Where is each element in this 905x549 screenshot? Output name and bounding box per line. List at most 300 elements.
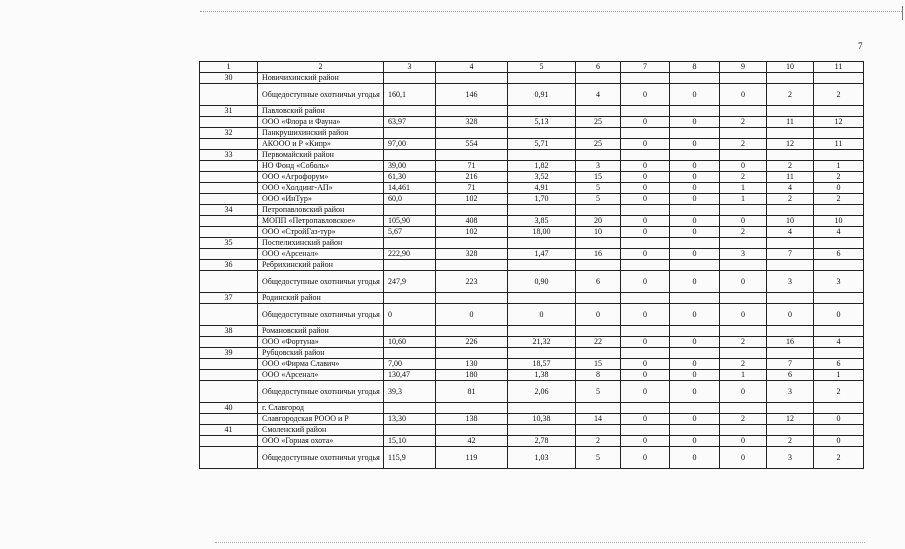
column-number-11: 11 [814, 62, 864, 73]
value-cell-col8: 0 [670, 381, 720, 403]
value-cell-col8: 0 [670, 172, 720, 183]
value-cell-col10: 4 [767, 183, 814, 194]
empty-cell [200, 183, 258, 194]
hunting-ground-name: ООО «СтройГаз-тур» [258, 227, 384, 238]
value-cell-col10: 16 [767, 337, 814, 348]
district-row [200, 73, 864, 84]
value-cell-col8: 0 [670, 161, 720, 172]
empty-cell [670, 425, 720, 436]
empty-cell [576, 326, 621, 337]
empty-cell [200, 194, 258, 205]
table-row [200, 447, 864, 469]
value-cell-col10: 2 [767, 436, 814, 447]
page-number: 7 [858, 41, 863, 51]
value-cell-col6: 5 [576, 183, 621, 194]
value-cell-col3: 97,00 [384, 139, 436, 150]
district-row [200, 348, 864, 359]
empty-cell [767, 205, 814, 216]
column-number-9: 9 [720, 62, 767, 73]
value-cell-col9: 0 [720, 161, 767, 172]
empty-cell [814, 403, 864, 414]
value-cell-col4: 102 [436, 194, 508, 205]
empty-cell [508, 73, 576, 84]
hunting-ground-name: ООО «Горная охота» [258, 436, 384, 447]
value-cell-col9: 2 [720, 414, 767, 425]
value-cell-col4: 138 [436, 414, 508, 425]
column-number-5: 5 [508, 62, 576, 73]
value-cell-col5: 21,32 [508, 337, 576, 348]
empty-cell [436, 425, 508, 436]
value-cell-col11: 2 [814, 172, 864, 183]
district-row [200, 128, 864, 139]
district-row [200, 238, 864, 249]
value-cell-col6: 6 [576, 271, 621, 293]
value-cell-col4: 81 [436, 381, 508, 403]
empty-cell [767, 293, 814, 304]
row-number: 39 [200, 348, 258, 359]
column-number-2: 2 [258, 62, 384, 73]
value-cell-col10: 2 [767, 161, 814, 172]
value-cell-col5: 3,85 [508, 216, 576, 227]
district-name: Первомайский район [258, 150, 384, 161]
empty-cell [200, 436, 258, 447]
empty-cell [814, 205, 864, 216]
scan-artifact-top [200, 11, 902, 12]
value-cell-col9: 2 [720, 117, 767, 128]
value-cell-col7: 0 [621, 304, 670, 326]
empty-cell [621, 348, 670, 359]
value-cell-col5: 2,78 [508, 436, 576, 447]
value-cell-col11: 1 [814, 370, 864, 381]
value-cell-col7: 0 [621, 414, 670, 425]
table-row [200, 117, 864, 128]
empty-cell [200, 249, 258, 260]
empty-cell [767, 260, 814, 271]
empty-cell [436, 205, 508, 216]
value-cell-col3: 60,0 [384, 194, 436, 205]
empty-cell [436, 128, 508, 139]
empty-cell [508, 260, 576, 271]
empty-cell [384, 150, 436, 161]
empty-cell [576, 73, 621, 84]
value-cell-col10: 12 [767, 414, 814, 425]
empty-cell [720, 326, 767, 337]
value-cell-col5: 3,52 [508, 172, 576, 183]
column-number-10: 10 [767, 62, 814, 73]
value-cell-col10: 0 [767, 304, 814, 326]
district-name: Ребрихинский район [258, 260, 384, 271]
value-cell-col6: 4 [576, 84, 621, 106]
empty-cell [670, 348, 720, 359]
empty-cell [621, 150, 670, 161]
value-cell-col10: 3 [767, 381, 814, 403]
table-row [200, 370, 864, 381]
value-cell-col3: 115,9 [384, 447, 436, 469]
empty-cell [767, 73, 814, 84]
empty-cell [814, 348, 864, 359]
empty-cell [200, 370, 258, 381]
value-cell-col5: 0 [508, 304, 576, 326]
value-cell-col3: 13,30 [384, 414, 436, 425]
empty-cell [576, 403, 621, 414]
empty-cell [508, 348, 576, 359]
table-row [200, 161, 864, 172]
value-cell-col9: 2 [720, 139, 767, 150]
table-body [200, 62, 864, 469]
empty-cell [508, 106, 576, 117]
table-row [200, 139, 864, 150]
value-cell-col11: 12 [814, 117, 864, 128]
empty-cell [384, 425, 436, 436]
value-cell-col11: 11 [814, 139, 864, 150]
scan-artifact-bottom [215, 542, 865, 543]
value-cell-col11: 2 [814, 84, 864, 106]
value-cell-col7: 0 [621, 227, 670, 238]
value-cell-col7: 0 [621, 84, 670, 106]
empty-cell [508, 150, 576, 161]
empty-cell [814, 326, 864, 337]
district-name: Романовский район [258, 326, 384, 337]
empty-cell [384, 73, 436, 84]
value-cell-col11: 3 [814, 271, 864, 293]
value-cell-col10: 2 [767, 194, 814, 205]
empty-cell [670, 403, 720, 414]
value-cell-col6: 25 [576, 117, 621, 128]
row-number: 36 [200, 260, 258, 271]
empty-cell [576, 238, 621, 249]
value-cell-col4: 216 [436, 172, 508, 183]
hunting-ground-name: Общедоступные охотничьи угодья [258, 304, 384, 326]
value-cell-col4: 0 [436, 304, 508, 326]
empty-cell [767, 150, 814, 161]
value-cell-col3: 222,90 [384, 249, 436, 260]
empty-cell [720, 293, 767, 304]
value-cell-col11: 0 [814, 414, 864, 425]
column-number-6: 6 [576, 62, 621, 73]
value-cell-col7: 0 [621, 337, 670, 348]
empty-cell [767, 128, 814, 139]
value-cell-col3: 105,90 [384, 216, 436, 227]
value-cell-col6: 5 [576, 194, 621, 205]
table-row [200, 337, 864, 348]
value-cell-col6: 8 [576, 370, 621, 381]
empty-cell [767, 326, 814, 337]
empty-cell [621, 260, 670, 271]
value-cell-col3: 63,97 [384, 117, 436, 128]
empty-cell [200, 161, 258, 172]
value-cell-col4: 146 [436, 84, 508, 106]
value-cell-col7: 0 [621, 249, 670, 260]
value-cell-col7: 0 [621, 139, 670, 150]
row-number: 40 [200, 403, 258, 414]
empty-cell [670, 106, 720, 117]
empty-cell [670, 293, 720, 304]
value-cell-col3: 61,30 [384, 172, 436, 183]
empty-cell [621, 205, 670, 216]
value-cell-col8: 0 [670, 183, 720, 194]
value-cell-col7: 0 [621, 370, 670, 381]
value-cell-col3: 15,10 [384, 436, 436, 447]
value-cell-col10: 2 [767, 84, 814, 106]
empty-cell [436, 403, 508, 414]
empty-cell [576, 150, 621, 161]
value-cell-col11: 10 [814, 216, 864, 227]
empty-cell [670, 73, 720, 84]
table-row [200, 172, 864, 183]
value-cell-col11: 4 [814, 337, 864, 348]
value-cell-col5: 2,06 [508, 381, 576, 403]
value-cell-col6: 3 [576, 161, 621, 172]
value-cell-col10: 11 [767, 117, 814, 128]
value-cell-col5: 18,57 [508, 359, 576, 370]
hunting-ground-name: Общедоступные охотничьи угодья [258, 84, 384, 106]
row-number: 31 [200, 106, 258, 117]
empty-cell [384, 403, 436, 414]
empty-cell [384, 128, 436, 139]
value-cell-col8: 0 [670, 436, 720, 447]
value-cell-col9: 2 [720, 172, 767, 183]
empty-cell [508, 205, 576, 216]
empty-cell [670, 238, 720, 249]
empty-cell [720, 205, 767, 216]
hunting-ground-name: ООО «ИнТур» [258, 194, 384, 205]
empty-cell [767, 425, 814, 436]
empty-cell [200, 117, 258, 128]
value-cell-col6: 16 [576, 249, 621, 260]
empty-cell [720, 403, 767, 414]
value-cell-col7: 0 [621, 117, 670, 128]
value-cell-col8: 0 [670, 370, 720, 381]
value-cell-col5: 0,91 [508, 84, 576, 106]
value-cell-col3: 39,3 [384, 381, 436, 403]
value-cell-col8: 0 [670, 194, 720, 205]
empty-cell [436, 106, 508, 117]
table-row [200, 249, 864, 260]
empty-cell [720, 106, 767, 117]
hunting-ground-name: ООО «Агрофорум» [258, 172, 384, 183]
value-cell-col8: 0 [670, 139, 720, 150]
empty-cell [384, 293, 436, 304]
district-name: Поспелихинский район [258, 238, 384, 249]
value-cell-col4: 130 [436, 359, 508, 370]
empty-cell [621, 238, 670, 249]
empty-cell [200, 172, 258, 183]
empty-cell [508, 128, 576, 139]
empty-cell [576, 293, 621, 304]
value-cell-col9: 2 [720, 337, 767, 348]
empty-cell [200, 359, 258, 370]
table-row [200, 304, 864, 326]
empty-cell [767, 348, 814, 359]
value-cell-col10: 7 [767, 359, 814, 370]
empty-cell [576, 205, 621, 216]
value-cell-col5: 10,38 [508, 414, 576, 425]
value-cell-col9: 0 [720, 304, 767, 326]
district-name: Смоленский район [258, 425, 384, 436]
value-cell-col4: 554 [436, 139, 508, 150]
empty-cell [621, 73, 670, 84]
district-name: Новичихинский район [258, 73, 384, 84]
empty-cell [767, 106, 814, 117]
value-cell-col6: 5 [576, 381, 621, 403]
empty-cell [200, 381, 258, 403]
hunting-ground-name: ООО «Холдинг-АП» [258, 183, 384, 194]
value-cell-col10: 11 [767, 172, 814, 183]
hunting-ground-name: Общедоступные охотничьи угодья [258, 447, 384, 469]
value-cell-col11: 0 [814, 304, 864, 326]
value-cell-col7: 0 [621, 447, 670, 469]
value-cell-col4: 71 [436, 161, 508, 172]
value-cell-col9: 3 [720, 249, 767, 260]
empty-cell [384, 326, 436, 337]
value-cell-col5: 18,00 [508, 227, 576, 238]
value-cell-col8: 0 [670, 447, 720, 469]
value-cell-col6: 20 [576, 216, 621, 227]
district-row [200, 260, 864, 271]
empty-cell [814, 425, 864, 436]
empty-cell [384, 106, 436, 117]
district-name: г. Славгород [258, 403, 384, 414]
value-cell-col8: 0 [670, 216, 720, 227]
empty-cell [720, 73, 767, 84]
value-cell-col11: 2 [814, 447, 864, 469]
district-name: Рубцовский район [258, 348, 384, 359]
hunting-ground-name: ООО «Фортуна» [258, 337, 384, 348]
hunting-grounds-table [199, 61, 864, 469]
value-cell-col4: 408 [436, 216, 508, 227]
value-cell-col9: 0 [720, 447, 767, 469]
value-cell-col11: 6 [814, 359, 864, 370]
value-cell-col4: 180 [436, 370, 508, 381]
value-cell-col8: 0 [670, 117, 720, 128]
empty-cell [436, 150, 508, 161]
empty-cell [576, 348, 621, 359]
empty-cell [508, 425, 576, 436]
value-cell-col5: 5,13 [508, 117, 576, 128]
value-cell-col7: 0 [621, 161, 670, 172]
empty-cell [384, 205, 436, 216]
value-cell-col4: 226 [436, 337, 508, 348]
empty-cell [384, 348, 436, 359]
value-cell-col7: 0 [621, 381, 670, 403]
empty-cell [200, 414, 258, 425]
value-cell-col5: 1,03 [508, 447, 576, 469]
hunting-ground-name: ООО «Арсенал» [258, 370, 384, 381]
empty-cell [200, 139, 258, 150]
district-name: Павловский район [258, 106, 384, 117]
value-cell-col7: 0 [621, 359, 670, 370]
value-cell-col3: 14,461 [384, 183, 436, 194]
value-cell-col7: 0 [621, 172, 670, 183]
empty-cell [814, 106, 864, 117]
hunting-ground-name: ООО «Арсенал» [258, 249, 384, 260]
value-cell-col10: 6 [767, 370, 814, 381]
value-cell-col3: 247,9 [384, 271, 436, 293]
value-cell-col11: 6 [814, 249, 864, 260]
value-cell-col11: 0 [814, 436, 864, 447]
value-cell-col10: 3 [767, 447, 814, 469]
column-number-4: 4 [436, 62, 508, 73]
value-cell-col8: 0 [670, 227, 720, 238]
value-cell-col9: 1 [720, 370, 767, 381]
value-cell-col9: 2 [720, 227, 767, 238]
value-cell-col10: 10 [767, 216, 814, 227]
table-row [200, 84, 864, 106]
empty-cell [436, 293, 508, 304]
row-number: 33 [200, 150, 258, 161]
value-cell-col6: 2 [576, 436, 621, 447]
empty-cell [814, 73, 864, 84]
column-header-row [200, 62, 864, 73]
empty-cell [200, 84, 258, 106]
hunting-ground-name: МОПП «Петропавловское» [258, 216, 384, 227]
value-cell-col7: 0 [621, 216, 670, 227]
empty-cell [720, 238, 767, 249]
empty-cell [670, 326, 720, 337]
empty-cell [670, 205, 720, 216]
value-cell-col9: 1 [720, 183, 767, 194]
value-cell-col10: 7 [767, 249, 814, 260]
value-cell-col4: 223 [436, 271, 508, 293]
empty-cell [576, 260, 621, 271]
empty-cell [436, 326, 508, 337]
district-row [200, 403, 864, 414]
empty-cell [814, 238, 864, 249]
district-row [200, 106, 864, 117]
value-cell-col6: 15 [576, 359, 621, 370]
value-cell-col4: 328 [436, 249, 508, 260]
empty-cell [384, 260, 436, 271]
district-row [200, 326, 864, 337]
hunting-ground-name: АКООО и Р «Кипр» [258, 139, 384, 150]
district-name: Родинский район [258, 293, 384, 304]
column-number-7: 7 [621, 62, 670, 73]
empty-cell [670, 260, 720, 271]
value-cell-col9: 0 [720, 271, 767, 293]
value-cell-col11: 2 [814, 381, 864, 403]
value-cell-col5: 5,71 [508, 139, 576, 150]
district-name: Петропавловский район [258, 205, 384, 216]
value-cell-col6: 14 [576, 414, 621, 425]
value-cell-col4: 102 [436, 227, 508, 238]
row-number: 41 [200, 425, 258, 436]
value-cell-col3: 160,1 [384, 84, 436, 106]
empty-cell [384, 238, 436, 249]
empty-cell [720, 150, 767, 161]
empty-cell [814, 260, 864, 271]
district-row [200, 293, 864, 304]
empty-cell [576, 128, 621, 139]
value-cell-col11: 0 [814, 183, 864, 194]
row-number: 35 [200, 238, 258, 249]
row-number: 32 [200, 128, 258, 139]
hunting-ground-name: Общедоступные охотничьи угодья [258, 271, 384, 293]
empty-cell [200, 304, 258, 326]
empty-cell [436, 348, 508, 359]
empty-cell [436, 73, 508, 84]
empty-cell [508, 326, 576, 337]
empty-cell [436, 260, 508, 271]
value-cell-col11: 4 [814, 227, 864, 238]
empty-cell [814, 293, 864, 304]
table-row [200, 216, 864, 227]
value-cell-col5: 1,47 [508, 249, 576, 260]
empty-cell [814, 150, 864, 161]
value-cell-col7: 0 [621, 183, 670, 194]
value-cell-col9: 1 [720, 194, 767, 205]
value-cell-col5: 1,38 [508, 370, 576, 381]
empty-cell [576, 106, 621, 117]
